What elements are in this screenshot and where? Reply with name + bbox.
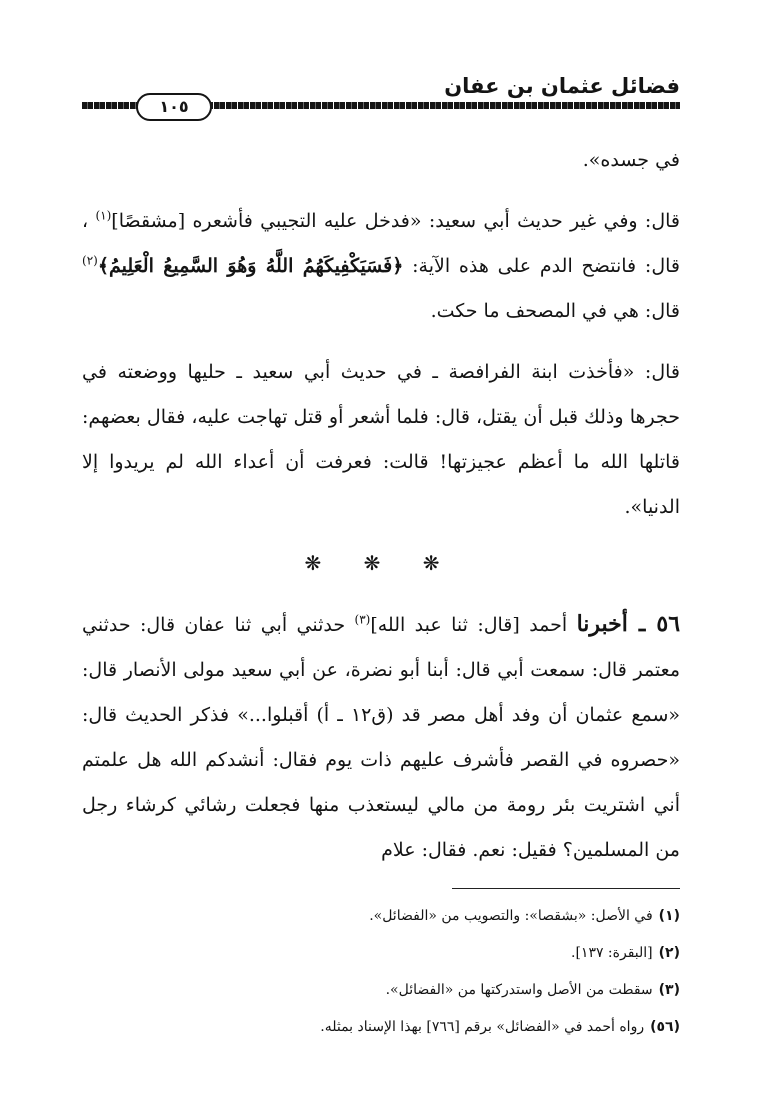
paragraph-2-text-b: ، قال: فانتضح الدم على هذه الآية: <box>82 210 681 277</box>
paragraph-4 <box>82 602 680 873</box>
footnote-text: في الأصل: «بشقصا»: والتصويب من «الفضائل». <box>369 908 653 924</box>
page-number: ١٠٥ <box>136 93 212 121</box>
paragraph-3 <box>82 350 680 530</box>
footnote-3 <box>82 972 680 1009</box>
footnote-text: [البقرة: ١٣٧]. <box>571 945 653 961</box>
footnote-ref-2[interactable]: (٢) <box>82 253 98 268</box>
footnote-divider <box>452 888 680 889</box>
footnote-number: (٣) <box>658 982 680 998</box>
paragraph-2-text-c: قال: هي في المصحف ما حكت. <box>430 300 680 322</box>
section-separator: ❋ ❋ ❋ <box>304 551 458 575</box>
footnotes <box>82 898 680 1046</box>
book-title: فضائل عثمان بن عفان <box>444 74 680 98</box>
paragraph-3-text: قال: «فأخذت ابنة الفرافصة ـ في حديث أبي سعيد ـ حليها ووضعته في حجرها وذلك قبل أن يقتل، قال: فلما أشعر أو قتل تهاجت عليه، فقال بعضهم: قاتلها الله ما أعظم عجيزتها! قالت: فعرفت أن أعداء الله لم يريدوا إلا الدنيا». <box>82 361 680 518</box>
footnote-number: (٢) <box>658 945 680 961</box>
footnote-1 <box>82 898 680 935</box>
footnote-text: رواه أحمد في «الفضائل» برقم [٧٦٦] بهذا الإسناد بمثله. <box>320 1019 645 1035</box>
paragraph-2 <box>82 199 680 334</box>
running-header <box>82 72 680 122</box>
paragraph-2-text-a: قال: وفي غير حديث أبي سعيد: «فدخل عليه التجيبي فأشعره [مشقصًا] <box>111 210 681 232</box>
footnote-number: (٥٦) <box>650 1019 680 1035</box>
paragraph-gap <box>82 183 680 199</box>
main-text <box>82 138 680 873</box>
paragraph-4-text-b: حدثني أبي ثنا عفان قال: حدثني معتمر قال: سمعت أبي قال: أبنا أبو نضرة، عن أبي سعيد مولى الأنصار قال: «سمع عثمان أن وفد أهل مصر قد (ق١٢ ـ أ) أقبلوا...» فذكر الحديث قال: «حصروه في القصر فأشرف عليهم ذات يوم فقال: أنشدكم الله هل علمتم أني اشتريت بئر رومة من مالي ليستعذب منها فجعلت رشائي كرشاء رجل من المسلمين؟ فقيل: نعم. فقال: علام <box>82 614 680 861</box>
hadith-number: ٥٦ ـ أخبرنا <box>576 611 681 637</box>
footnote-2 <box>82 935 680 972</box>
footnote-number: (١) <box>658 908 680 924</box>
footnote-ref-3[interactable]: (٣) <box>354 612 371 627</box>
paragraph-1-text: في جسده». <box>582 149 680 171</box>
paragraph-gap <box>82 334 680 350</box>
footnote-4 <box>82 1009 680 1046</box>
paragraph-1 <box>82 138 680 183</box>
paragraph-4-text-a: أحمد [قال: ثنا عبد الله] <box>370 614 577 636</box>
quran-verse: ﴿فَسَيَكْفِيكَهُمُ اللَّهُ وَهُوَ السَّمِيعُ الْعَلِيمُ﴾ <box>97 255 404 277</box>
footnote-text: سقطت من الأصل واستدركتها من «الفضائل». <box>385 982 653 998</box>
footnote-ref-1[interactable]: (١) <box>95 208 112 223</box>
